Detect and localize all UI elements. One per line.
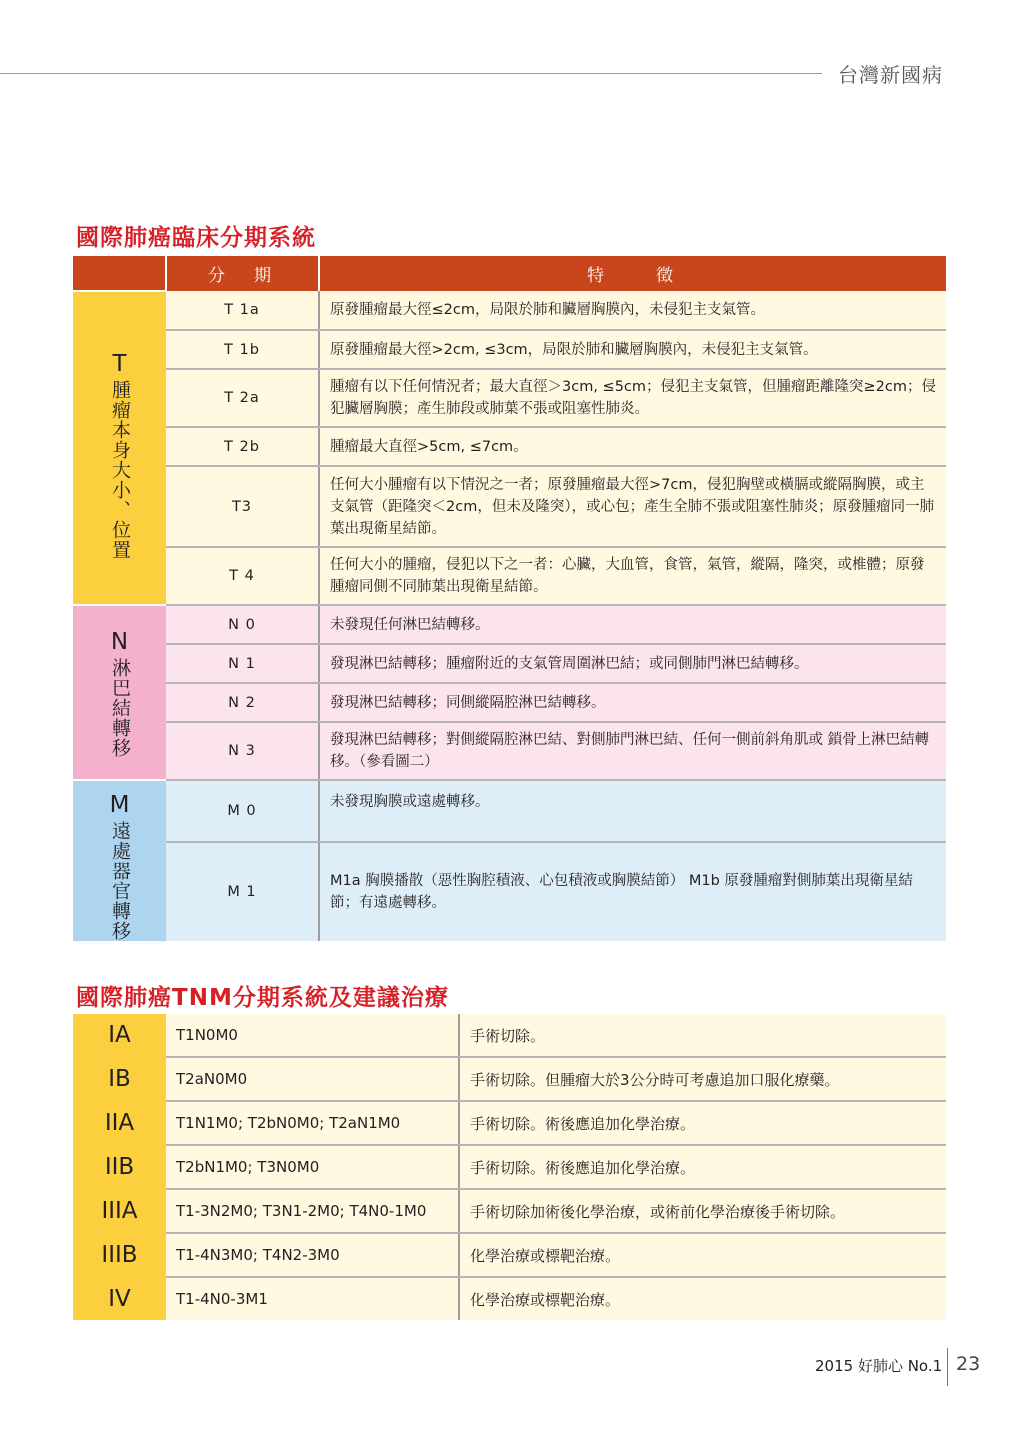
table-row [73, 369, 946, 427]
stage-code: T 1b [166, 330, 319, 369]
stage-label: IA [73, 1014, 166, 1057]
page-number: 23 [956, 1353, 981, 1375]
category-letter: N [110, 629, 129, 655]
stage-description: 未發現任何淋巴結轉移。 [319, 605, 946, 644]
table-row [73, 1014, 946, 1057]
stage-label: IV [73, 1277, 166, 1320]
stage-description: 發現淋巴結轉移；對側縱隔腔淋巴結、對側肺門淋巴結、任何一側前斜角肌或 鎖骨上淋巴結轉移。（參看圖二） [319, 722, 946, 780]
table-row [73, 780, 946, 842]
table-row [73, 842, 946, 941]
tnm-value: T1-4N0-3M1 [166, 1277, 459, 1320]
table-row [73, 683, 946, 722]
treatment-value: 手術切除。 [459, 1014, 946, 1057]
stage-code: T 1a [166, 291, 319, 330]
table-row [73, 427, 946, 466]
tnm-value: T1-3N2M0; T3N1-2M0; T4N0-1M0 [166, 1189, 459, 1233]
tnm-value: T1-4N3M0; T4N2-3M0 [166, 1233, 459, 1277]
category-letter: M [109, 792, 130, 818]
staging-table [73, 256, 946, 941]
treatment-table [73, 1014, 946, 1320]
table-row [73, 1233, 946, 1277]
stage-label: IB [73, 1057, 166, 1101]
treatment-value: 手術切除。術後應追加化學治療。 [459, 1145, 946, 1189]
tnm-value: T1N0M0 [166, 1014, 459, 1057]
table-row [73, 1101, 946, 1145]
stage-description: 發現淋巴結轉移；腫瘤附近的支氣管周圍淋巴結；或同側肺門淋巴結轉移。 [319, 644, 946, 683]
table-row [73, 1277, 946, 1320]
tnm-value: T2aN0M0 [166, 1057, 459, 1101]
treatment-value: 化學治療或標靶治療。 [459, 1233, 946, 1277]
stage-code: T 4 [166, 547, 319, 605]
stage-description: 任何大小腫瘤有以下情況之一者；原發腫瘤最大徑>7cm，侵犯胸壁或橫膈或縱隔胸膜，或主支氣管（距隆突＜2cm，但未及隆突），或心包；產生全肺不張或阻塞性肺炎；原發腫瘤同一肺葉出現衛星結節。 [319, 466, 946, 547]
stage-label: IIIB [73, 1233, 166, 1277]
table-row [73, 1145, 946, 1189]
staging-section-title: 國際肺癌臨床分期系統 [76, 225, 316, 251]
stage-label: IIIA [73, 1189, 166, 1233]
footer-divider [947, 1348, 948, 1386]
stage-description: 原發腫瘤最大徑≤2cm，局限於肺和臟層胸膜內，未侵犯主支氣管。 [319, 291, 946, 330]
stage-code: T 2a [166, 369, 319, 427]
footer-issue: 2015 好肺心 No.1 [815, 1357, 943, 1375]
stage-description: 腫瘤最大直徑>5cm, ≤7cm。 [319, 427, 946, 466]
stage-code: T3 [166, 466, 319, 547]
header-blank [73, 256, 166, 291]
tnm-value: T2bN1M0; T3N0M0 [166, 1145, 459, 1189]
stage-description: 未發現胸膜或遠處轉移。 [319, 780, 946, 842]
stage-code: N 2 [166, 683, 319, 722]
stage-label: IIB [73, 1145, 166, 1189]
stage-code: N 0 [166, 605, 319, 644]
treatment-value: 手術切除。術後應追加化學治療。 [459, 1101, 946, 1145]
table-row [73, 722, 946, 780]
category-text: 淋巴結轉移 [109, 658, 131, 758]
treatment-value: 手術切除。但腫瘤大於3公分時可考慮追加口服化療藥。 [459, 1057, 946, 1101]
table-row [73, 1057, 946, 1101]
category-m [73, 780, 166, 941]
header-stage: 分 期 [166, 256, 319, 291]
treatment-value: 手術切除加術後化學治療，或術前化學治療後手術切除。 [459, 1189, 946, 1233]
stage-description: 原發腫瘤最大徑>2cm, ≤3cm，局限於肺和臟層胸膜內，未侵犯主支氣管。 [319, 330, 946, 369]
table-row [73, 291, 946, 330]
stage-description: 發現淋巴結轉移；同側縱隔腔淋巴結轉移。 [319, 683, 946, 722]
treatment-value: 化學治療或標靶治療。 [459, 1277, 946, 1320]
stage-code: M 0 [166, 780, 319, 842]
stage-code: N 1 [166, 644, 319, 683]
category-text: 腫瘤本身大小、位置 [109, 380, 131, 560]
category-text: 遠處器官轉移 [109, 821, 131, 941]
table-row [73, 644, 946, 683]
table-row [73, 547, 946, 605]
stage-code: N 3 [166, 722, 319, 780]
stage-description: 腫瘤有以下任何情況者；最大直徑＞3cm, ≤5cm；侵犯主支氣管，但腫瘤距離隆突≥2cm；侵犯臟層胸膜；產生肺段或肺葉不張或阻塞性肺炎。 [319, 369, 946, 427]
header-rule [0, 73, 822, 74]
stage-label: IIA [73, 1101, 166, 1145]
header-feature: 特 徵 [319, 256, 946, 291]
table-row [73, 605, 946, 644]
table-row [73, 330, 946, 369]
stage-code: M 1 [166, 842, 319, 941]
stage-description: 任何大小的腫瘤，侵犯以下之一者：心臟，大血管，食管，氣管，縱隔，隆突，或椎體；原發腫瘤同側不同肺葉出現衛星結節。 [319, 547, 946, 605]
stage-description: M1a 胸膜播散（惡性胸腔積液、心包積液或胸膜結節） M1b 原發腫瘤對側肺葉出現衛星結節；有遠處轉移。 [319, 842, 946, 941]
table-row [73, 466, 946, 547]
table-row [73, 1189, 946, 1233]
stage-code: T 2b [166, 427, 319, 466]
category-n [73, 605, 166, 780]
header-title: 台灣新國病 [838, 63, 943, 87]
tnm-value: T1N1M0; T2bN0M0; T2aN1M0 [166, 1101, 459, 1145]
treatment-section-title: 國際肺癌TNM分期系統及建議治療 [76, 985, 449, 1011]
category-t [73, 291, 166, 605]
category-letter: T [112, 351, 127, 377]
staging-header-row [73, 256, 946, 291]
